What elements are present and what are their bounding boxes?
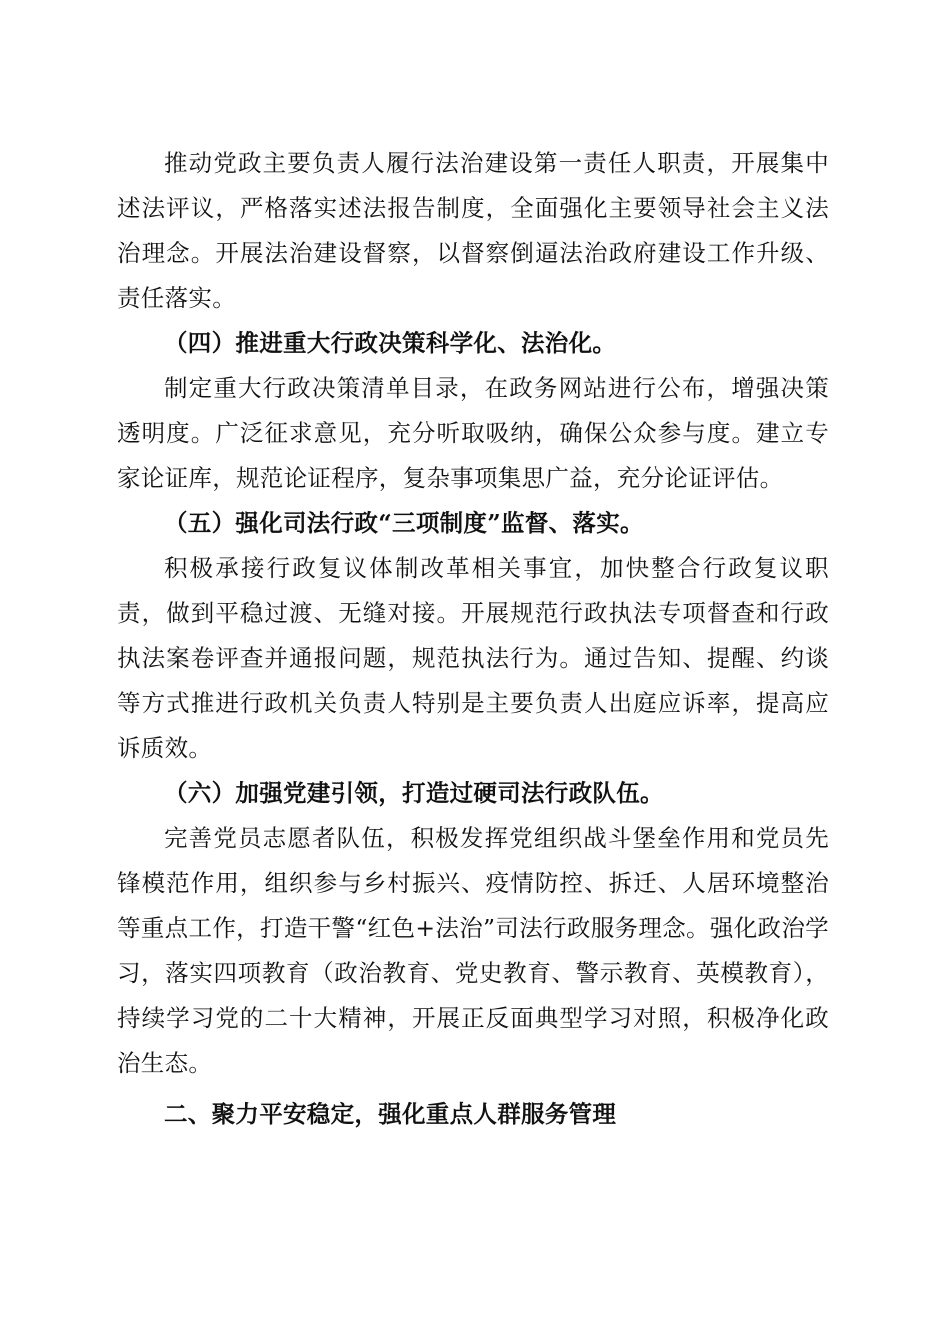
section-title-peace-stability: 二、聚力平安稳定，强化重点人群服务管理	[164, 1100, 617, 1128]
paragraph-decision-list: 制定重大行政决策清单目录，在政务网站进行公布，增强决策透明度。广泛征求意见，充分听取吸纳，确保公众参与度。建立专家论证库，规范论证程序，复杂事项集思广益，充分论证评估。	[117, 374, 829, 492]
heading-party-building: （六）加强党建引领，打造过硬司法行政队伍。	[164, 779, 664, 807]
paragraph-administrative-review: 积极承接行政复议体制改革相关事宜，加快整合行政复议职责，做到平稳过渡、无缝对接。开展规范行政执法专项督查和行政执法案卷评查并通报问题，规范执法行为。通过告知、提醒、约谈等方式推进行政机关负责人特别是主要负责人出庭应诉率，提高应诉质效。	[117, 554, 829, 762]
paragraph-rule-of-law-responsibility: 推动党政主要负责人履行法治建设第一责任人职责，开展集中述法评议，严格落实述法报告制度，全面强化主要领导社会主义法治理念。开展法治建设督察，以督察倒逼法治政府建设工作升级、责任落实。	[117, 149, 829, 312]
document-body	[117, 141, 829, 1137]
heading-three-systems: （五）强化司法行政“三项制度”监督、落实。	[164, 509, 644, 537]
heading-major-decisions: （四）推进重大行政决策科学化、法治化。	[164, 329, 617, 357]
paragraph-volunteer-team: 完善党员志愿者队伍，积极发挥党组织战斗堡垒作用和党员先锋模范作用，组织参与乡村振兴、疫情防控、拆迁、人居环境整治等重点工作，打造干警“红色+法治”司法行政服务理念。强化政治学习，落实四项教育（政治教育、党史教育、警示教育、英模教育），持续学习党的二十大精神，开展正反面典型学习对照，积极净化政治生态。	[117, 824, 829, 1077]
